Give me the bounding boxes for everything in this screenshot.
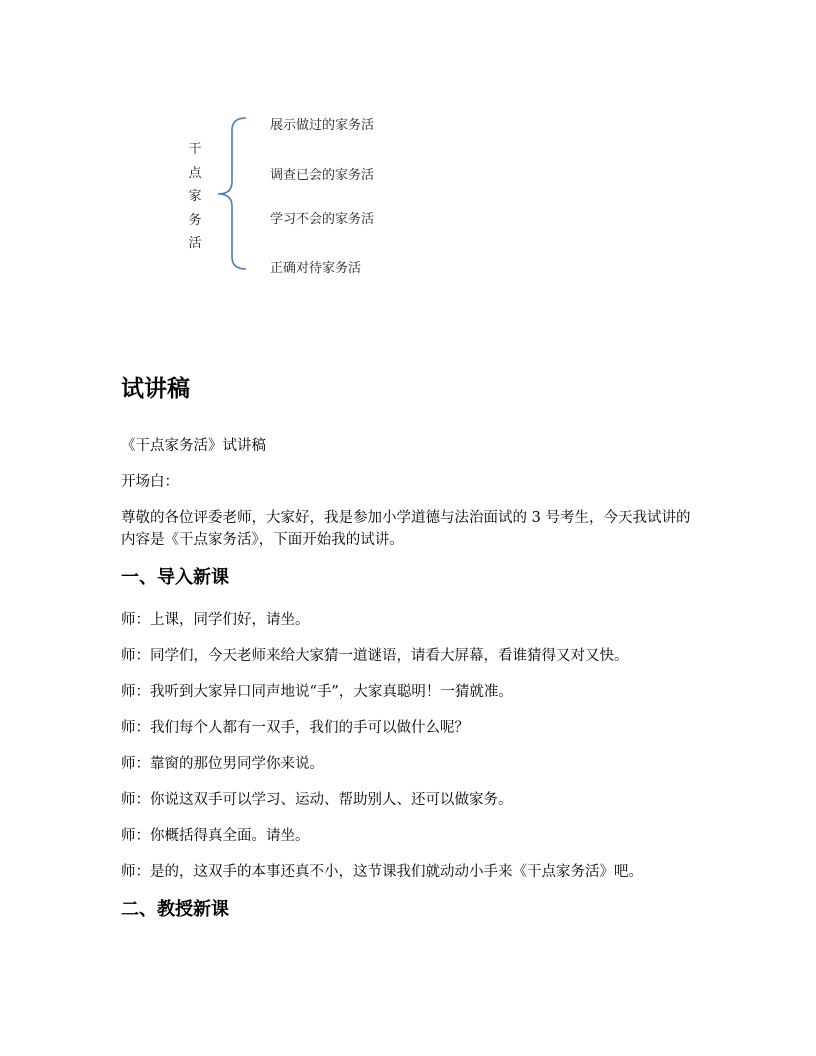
subtitle: 《干点家务活》试讲稿 [121,438,266,454]
mind-map-diagram [0,0,816,300]
topic-char: 干 [188,142,202,157]
branch-label: 展示做过的家务活 [270,118,375,133]
dialogue-line: 师：靠窗的那位男同学你来说。 [121,756,324,772]
dialogue-line: 师：我们每个人都有一双手，我们的手可以做什么呢？ [121,720,469,736]
dialogue-line: 师：我听到大家异口同声地说“手”，大家真聪明！一猜就准。 [121,684,513,700]
section-heading: 二、教授新课 [121,899,229,920]
branch-label: 学习不会的家务活 [270,212,375,227]
dialogue-line: 师：同学们，今天老师来给大家猜一道谜语，请看大屏幕，看谁猜得又对又快。 [121,648,629,664]
branch-label: 调查已会的家务活 [270,168,375,183]
topic-char: 家 [188,189,202,204]
dialogue-line: 师：你概括得真全面。请坐。 [121,828,310,844]
diagram-topic [186,138,204,256]
topic-char: 点 [188,165,202,181]
document-body [121,370,701,941]
section-heading: 一、导入新课 [121,567,229,588]
topic-char: 活 [188,236,202,251]
dialogue-line: 师：你说这双手可以学习、运动、帮助别人、还可以做家务。 [121,792,513,808]
dialogue-line: 师：是的，这双手的本事还真不小，这节课我们就动动小手来《干点家务活》吧。 [121,864,643,880]
branch-label: 正确对待家务活 [270,261,362,276]
brace-icon [0,0,816,300]
page-title: 试讲稿 [121,375,190,402]
opening-text: 尊敬的各位评委老师，大家好，我是参加小学道德与法治面试的 3 号考生，今天我试讲的内容是《干点家务活》，下面开始我的试讲。 [121,510,691,548]
opening-label: 开场白： [121,474,179,490]
dialogue-line: 师：上课，同学们好，请坐。 [121,612,310,628]
topic-char: 务 [188,212,202,228]
